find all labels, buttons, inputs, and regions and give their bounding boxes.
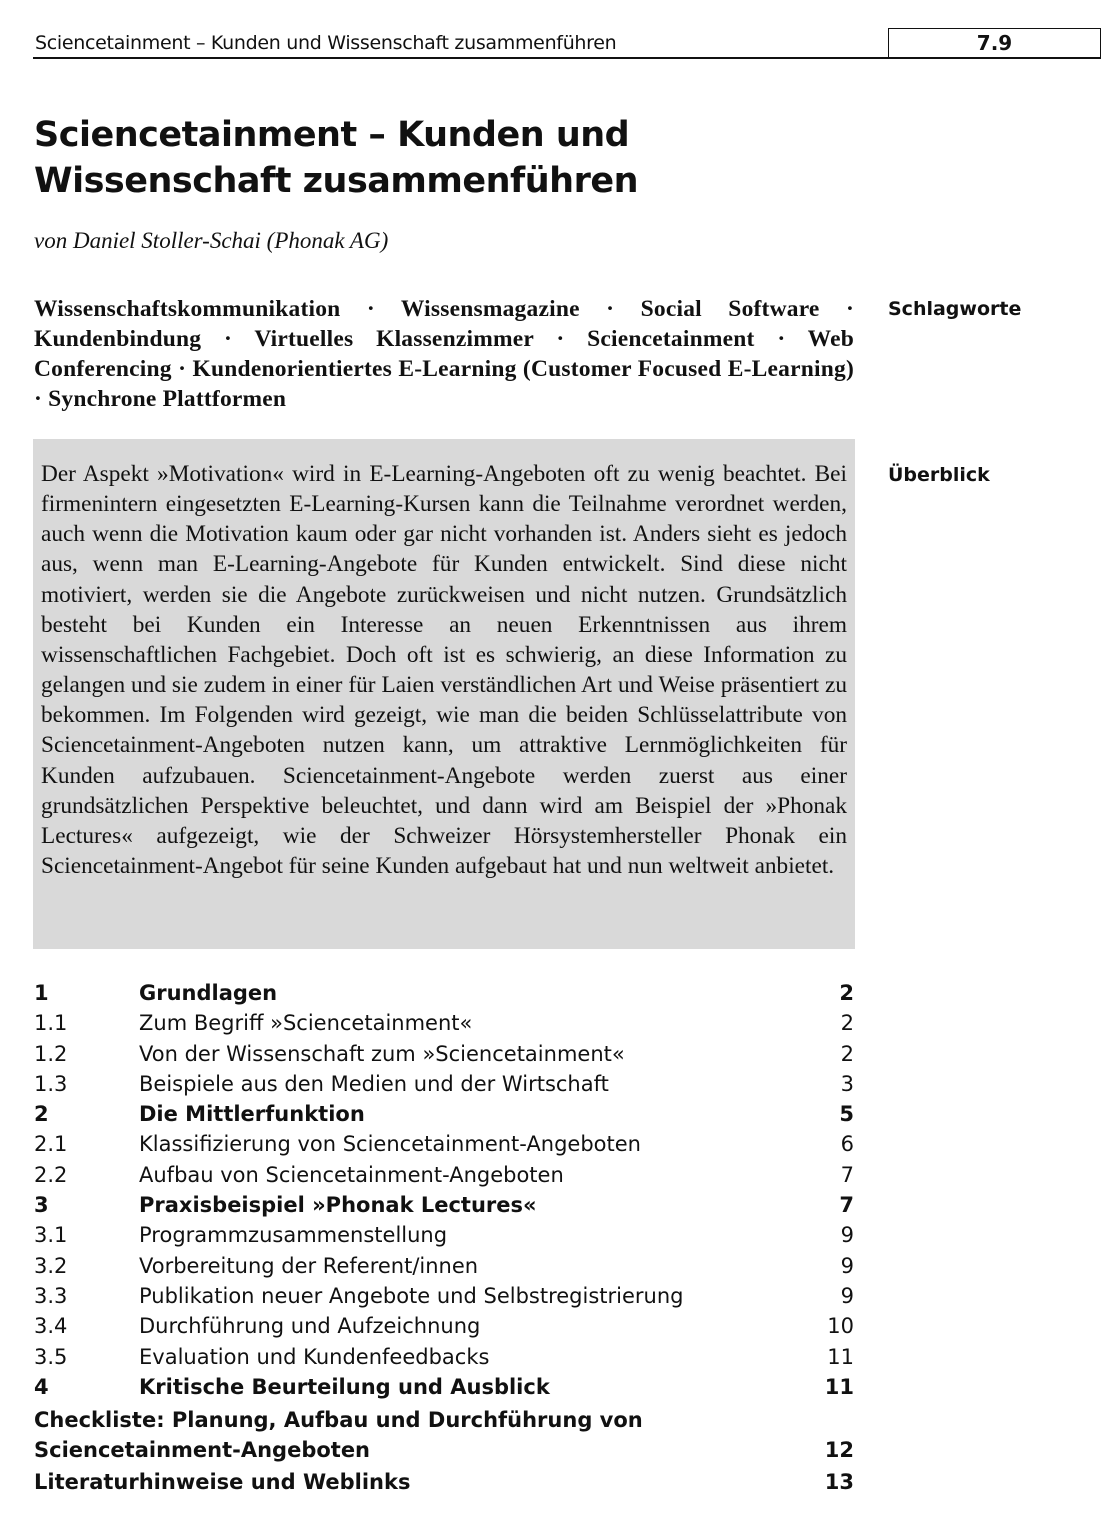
running-title: Sciencetainment – Kunden und Wissenschaft zusammenführen [35, 32, 617, 54]
keywords-label: Schlagworte [888, 298, 1022, 320]
toc-entry-page: 9 [840, 1223, 854, 1248]
toc-entry-references[interactable] [34, 1467, 854, 1497]
toc-entry[interactable] [34, 978, 854, 1008]
toc-entry-number: 3 [34, 1193, 49, 1218]
toc-entry-label: Durchführung und Aufzeichnung [139, 1314, 481, 1339]
toc-entry-page: 10 [827, 1314, 854, 1339]
toc-entry-label: Evaluation und Kundenfeedbacks [139, 1344, 490, 1369]
toc-entry[interactable] [34, 1008, 854, 1038]
toc-entry-number: 1 [34, 981, 49, 1005]
toc-entry-page: 3 [840, 1071, 854, 1096]
toc-entry[interactable] [34, 1069, 854, 1099]
toc-entry-page: 9 [840, 1253, 854, 1278]
toc-entry[interactable] [34, 1220, 854, 1250]
title-line-2: Wissenschaft zusammenführen [34, 161, 638, 201]
toc-entry-number: 2.1 [34, 1132, 68, 1157]
toc-entry-label: Von der Wissenschaft zum »Sciencetainment« [139, 1041, 625, 1066]
article-title [34, 112, 638, 204]
toc-entry-label: Klassifizierung von Sciencetainment-Angeboten [139, 1132, 641, 1157]
toc-entry-label: Checkliste: Planung, Aufbau und Durchführung von Sciencetainment-Angeboten [34, 1408, 643, 1463]
toc-entry-page: 7 [839, 1193, 854, 1218]
toc-entry-number: 3.2 [34, 1253, 68, 1278]
toc-entry-number: 4 [34, 1374, 49, 1399]
chapter-number: 7.9 [888, 28, 1101, 57]
toc-entry-label: Publikation neuer Angebote und Selbstregistrierung [139, 1283, 684, 1308]
table-of-contents [34, 978, 854, 1497]
overview-label: Überblick [888, 464, 990, 486]
toc-entry[interactable] [34, 1190, 854, 1220]
toc-entry-label: Literaturhinweise und Weblinks [34, 1470, 411, 1495]
author-line: von Daniel Stoller-Schai (Phonak AG) [34, 228, 389, 253]
toc-entry-page: 11 [827, 1344, 854, 1369]
toc-entry-label: Die Mittlerfunktion [139, 1102, 365, 1127]
toc-entry-number: 3.4 [34, 1314, 68, 1339]
toc-entry-label: Programmzusammenstellung [139, 1223, 448, 1248]
toc-entry-label: Grundlagen [139, 981, 278, 1005]
toc-entry-number: 3.1 [34, 1223, 68, 1248]
toc-entry-page: 2 [839, 981, 854, 1005]
toc-entry-label: Kritische Beurteilung und Ausblick [139, 1374, 550, 1399]
toc-entry-page: 2 [840, 1041, 854, 1066]
toc-entry[interactable] [34, 1342, 854, 1372]
running-header [33, 28, 1101, 58]
toc-entry[interactable] [34, 1372, 854, 1402]
overview-box [33, 439, 855, 949]
toc-entry-label: Zum Begriff »Sciencetainment« [139, 1011, 473, 1036]
toc-entry-number: 2.2 [34, 1162, 68, 1187]
header-rule [33, 57, 1101, 59]
toc-entry[interactable] [34, 1160, 854, 1190]
toc-entry-page: 13 [824, 1470, 854, 1495]
toc-entry-page: 6 [840, 1132, 854, 1157]
toc-entry[interactable] [34, 1039, 854, 1069]
toc-entry-checklist[interactable] [34, 1405, 854, 1467]
toc-entry[interactable] [34, 1099, 854, 1129]
toc-entry[interactable] [34, 1129, 854, 1159]
overview-text: Der Aspekt »Motivation« wird in E-Learning-Angeboten oft zu wenig beachtet. Bei firmenintern eingesetzten E-Learning-Kursen kann die Teilnahme verordnet werden, auch wenn die Motivation kaum oder gar nicht vorhanden ist. Anders sieht es jedoch aus, wenn man E-Learning-Angebote für Kunden entwickelt. Sind diese nicht motiviert, werden sie die Angebote zurückweisen und nicht nutzen. Grundsätzlich besteht bei Kunden ein Interesse an neuen Erkenntnissen aus ihrem wissenschaftlichen Fachgebiet. Doch oft ist es schwierig, an diese Information zu gelangen und sie zudem in einer für Laien verständlichen Art und Weise präsentiert zu bekommen. Im Folgenden wird gezeigt, wie man die beiden Schlüsselattribute von Sciencetainment-Angeboten nutzen kann, um attraktive Lernmöglichkeiten für Kunden aufzubauen. Sciencetainment-Angebote werden zuerst aus einer grundsätzlichen Perspektive beleuchtet, und dann wird am Beispiel der »Phonak Lectures« aufgezeigt, wie der Schweizer Hörsystemhersteller Phonak ein Sciencetainment-Angebot für seine Kunden aufgebaut hat und nun weltweit anbietet. [41, 461, 847, 880]
toc-entry[interactable] [34, 1311, 854, 1341]
toc-entry-label: Vorbereitung der Referent/innen [139, 1253, 479, 1278]
toc-entry-number: 3.3 [34, 1283, 68, 1308]
toc-entry-page: 11 [824, 1374, 854, 1399]
toc-entry-number: 1.2 [34, 1041, 68, 1066]
toc-entry-page: 7 [840, 1162, 854, 1187]
toc-entry-page: 5 [839, 1102, 854, 1127]
toc-entry-page: 2 [840, 1011, 854, 1036]
toc-entry-label: Aufbau von Sciencetainment-Angeboten [139, 1162, 564, 1187]
toc-entry[interactable] [34, 1281, 854, 1311]
toc-entry-number: 2 [34, 1102, 49, 1127]
toc-entry-number: 1.3 [34, 1071, 68, 1096]
toc-entry-page: 12 [824, 1438, 854, 1463]
toc-entry-number: 3.5 [34, 1344, 68, 1369]
title-line-1: Sciencetainment – Kunden und [34, 115, 630, 155]
toc-entry-label: Beispiele aus den Medien und der Wirtschaft [139, 1071, 609, 1096]
toc-entry-page: 9 [840, 1283, 854, 1308]
keywords-text: Wissenschaftskommunikation · Wissensmagazine · Social Software · Kundenbindung · Virtuelles Klassenzimmer · Sciencetainment · Web Conferencing · Kundenorientiertes E-Learning (Customer Focused E-Learning) · Synchrone Plattformen [34, 296, 854, 412]
toc-entry-number: 1.1 [34, 1011, 68, 1036]
toc-entry-label: Praxisbeispiel »Phonak Lectures« [139, 1193, 537, 1218]
toc-entry[interactable] [34, 1251, 854, 1281]
